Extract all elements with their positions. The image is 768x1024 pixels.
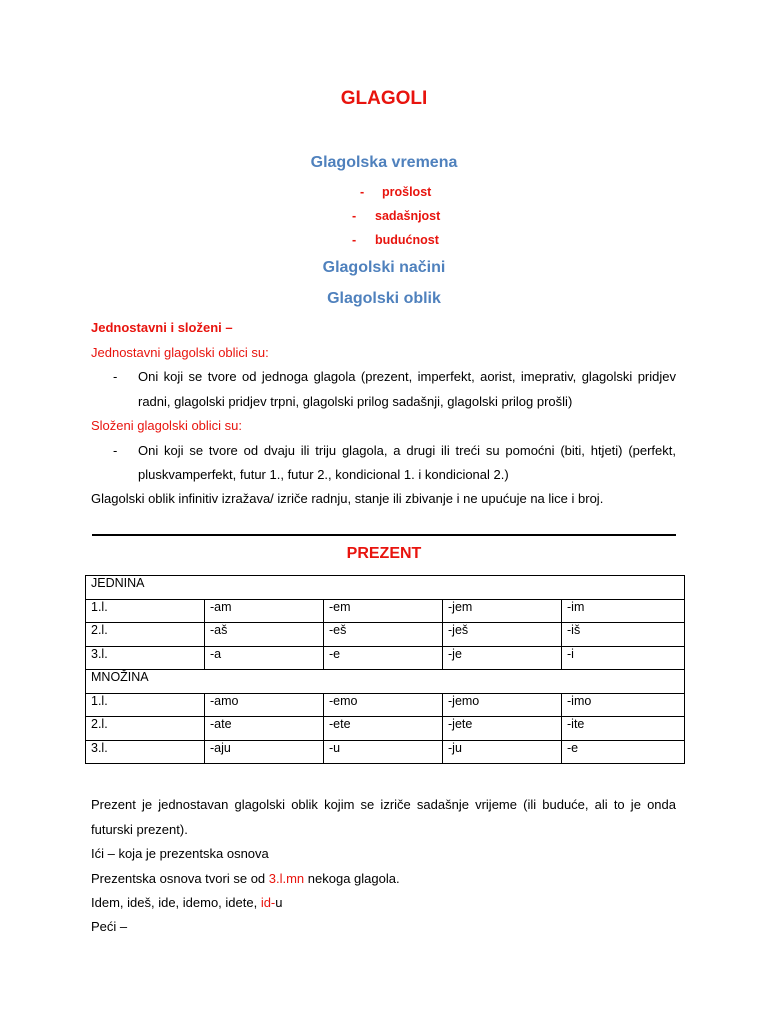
table-cell: -iš bbox=[562, 623, 685, 647]
horizontal-rule bbox=[92, 534, 676, 536]
prezent-desc-line-2: futurski prezent). bbox=[91, 822, 188, 837]
prezent-heading: PREZENT bbox=[346, 545, 422, 562]
table-cell: -je bbox=[443, 646, 562, 670]
table-cell: -jemo bbox=[443, 693, 562, 717]
table-row bbox=[86, 646, 685, 670]
compound-forms-line-2: pluskvamperfekt, futur 1., futur 2., kondicional 1. i kondicional 2.) bbox=[138, 467, 509, 482]
bullet-dash: - bbox=[352, 233, 357, 247]
table-cell: -amo bbox=[205, 693, 324, 717]
bullet-dash: - bbox=[113, 369, 118, 384]
table-row bbox=[86, 740, 685, 764]
table-cell: -a bbox=[205, 646, 324, 670]
page-title: GLAGOLI bbox=[340, 88, 428, 109]
bullet-dash: - bbox=[360, 185, 365, 199]
compound-forms-label: Složeni glagolski oblici su: bbox=[91, 418, 243, 433]
tense-label: prošlost bbox=[382, 185, 432, 199]
osnova-text: Prezentska osnova tvori se od bbox=[91, 871, 269, 886]
table-cell: -ješ bbox=[443, 623, 562, 647]
osnova-text-end: nekoga glagola. bbox=[304, 871, 400, 886]
tense-label: budućnost bbox=[375, 233, 439, 247]
table-cell: -e bbox=[562, 740, 685, 764]
idem-line bbox=[91, 895, 283, 911]
bullet-dash: - bbox=[352, 209, 357, 223]
table-row-plural-label bbox=[86, 670, 685, 694]
ici-line: Ići – koja je prezentska osnova bbox=[91, 846, 269, 861]
idem-text: Idem, ideš, ide, idemo, idete, bbox=[91, 895, 261, 910]
table-row bbox=[86, 623, 685, 647]
tense-label: sadašnjost bbox=[375, 209, 441, 223]
simple-forms-label: Jednostavni glagolski oblici su: bbox=[91, 345, 269, 360]
idem-highlight: id- bbox=[260, 895, 276, 910]
table-row bbox=[86, 599, 685, 623]
table-cell: -aš bbox=[205, 623, 324, 647]
simple-forms-line-1: Oni koji se tvore od jednoga glagola (prezent, imperfekt, aorist, imeprativ, glagolski pridjev bbox=[138, 369, 676, 384]
plural-label: MNOŽINA bbox=[86, 670, 685, 694]
simple-forms-line-2: radni, glagolski pridjev trpni, glagolski prilog sadašnji, glagolski prilog prošli) bbox=[138, 394, 573, 409]
table-cell: 3.l. bbox=[86, 740, 205, 764]
heading-form: Glagolski oblik bbox=[327, 290, 441, 307]
table-cell: -e bbox=[324, 646, 443, 670]
table-row bbox=[86, 717, 685, 741]
table-cell: 3.l. bbox=[86, 646, 205, 670]
table-cell: -imo bbox=[562, 693, 685, 717]
prezent-desc-line-1: Prezent je jednostavan glagolski oblik kojim se izriče sadašnje vrijeme (ili buduće, ali to je onda bbox=[91, 797, 676, 812]
table-cell: -ete bbox=[324, 717, 443, 741]
bullet-dash: - bbox=[113, 443, 118, 458]
compound-forms-line-1: Oni koji se tvore od dvaju ili triju glagola, a drugi ili treći su pomoćni (biti, htjeti) (perfekt, bbox=[138, 443, 676, 458]
table-row-singular-label bbox=[86, 576, 685, 600]
singular-label: JEDNINA bbox=[86, 576, 685, 600]
table-cell: -jem bbox=[443, 599, 562, 623]
table-cell: -jete bbox=[443, 717, 562, 741]
heading-tenses: Glagolska vremena bbox=[310, 154, 458, 171]
table-cell: -emo bbox=[324, 693, 443, 717]
table-row bbox=[86, 693, 685, 717]
infinitive-note: Glagolski oblik infinitiv izražava/ izriče radnju, stanje ili zbivanje i ne upućuje na lice i broj. bbox=[91, 491, 604, 506]
table-cell: -em bbox=[324, 599, 443, 623]
osnova-line bbox=[91, 871, 400, 887]
table-cell: 1.l. bbox=[86, 693, 205, 717]
table-cell: -ite bbox=[562, 717, 685, 741]
table-cell: 2.l. bbox=[86, 623, 205, 647]
table-cell: 2.l. bbox=[86, 717, 205, 741]
table-cell: -im bbox=[562, 599, 685, 623]
table-cell: -ju bbox=[443, 740, 562, 764]
conjugation-table bbox=[85, 575, 685, 764]
table-cell: -ate bbox=[205, 717, 324, 741]
table-cell: -i bbox=[562, 646, 685, 670]
heading-moods: Glagolski načini bbox=[322, 259, 446, 276]
peci-line: Peći – bbox=[91, 919, 128, 934]
table-cell: -eš bbox=[324, 623, 443, 647]
table-cell: -am bbox=[205, 599, 324, 623]
table-cell: 1.l. bbox=[86, 599, 205, 623]
table-cell: -aju bbox=[205, 740, 324, 764]
simple-compound-heading: Jednostavni i složeni – bbox=[91, 320, 233, 335]
table-cell: -u bbox=[324, 740, 443, 764]
idem-text-end: u bbox=[275, 895, 283, 910]
osnova-highlight: 3.l.mn bbox=[268, 871, 305, 886]
